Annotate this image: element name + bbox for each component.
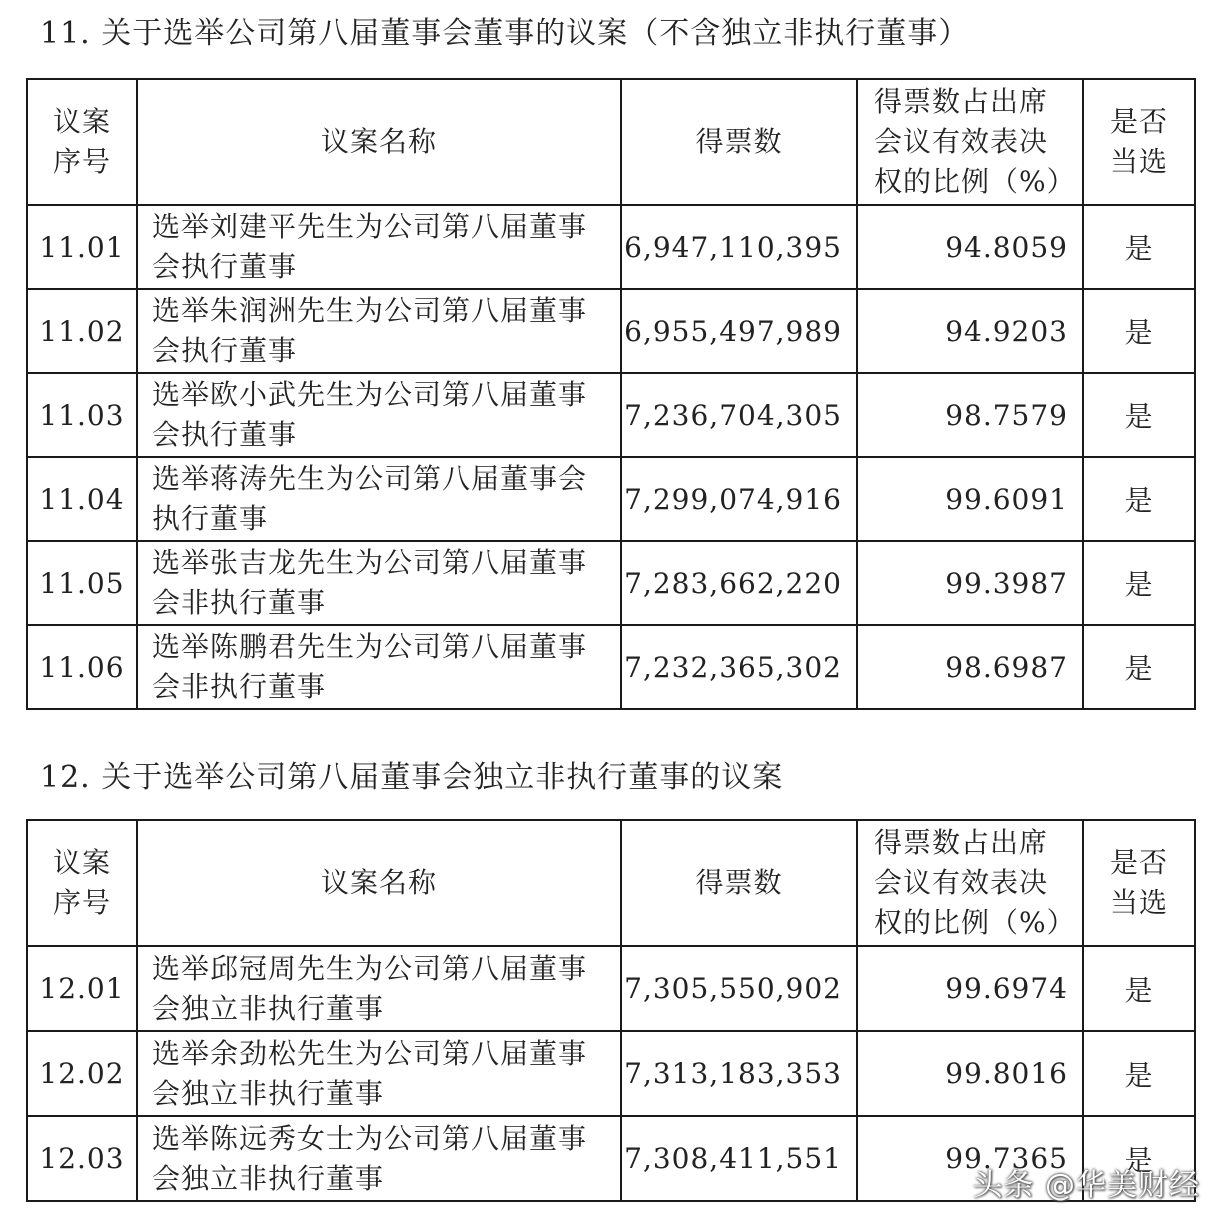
header-votes: 得票数 xyxy=(621,79,857,205)
table-row xyxy=(27,457,1195,541)
table-header-row xyxy=(27,79,1195,205)
table-row xyxy=(27,946,1195,1031)
row-ratio: 99.7365 xyxy=(857,1116,1083,1201)
row-name: 选举陈远秀女士为公司第八届董事会独立非执行董事 xyxy=(137,1116,621,1201)
row-name: 选举余劲松先生为公司第八届董事会独立非执行董事 xyxy=(137,1031,621,1116)
table-row xyxy=(27,541,1195,625)
row-elected: 是 xyxy=(1083,625,1195,709)
row-id: 12.03 xyxy=(27,1116,137,1201)
row-votes: 7,299,074,916 xyxy=(621,457,857,541)
row-ratio: 98.7579 xyxy=(857,373,1083,457)
row-ratio: 99.6974 xyxy=(857,946,1083,1031)
header-ratio: 得票数占出席会议有效表决权的比例（%） xyxy=(857,79,1083,205)
header-id: 议案 序号 xyxy=(27,79,137,205)
row-ratio: 94.8059 xyxy=(857,205,1083,289)
row-elected: 是 xyxy=(1083,946,1195,1031)
row-votes: 7,313,183,353 xyxy=(621,1031,857,1116)
row-id: 11.06 xyxy=(27,625,137,709)
row-name: 选举张吉龙先生为公司第八届董事会非执行董事 xyxy=(137,541,621,625)
row-votes: 6,955,497,989 xyxy=(621,289,857,373)
row-votes: 7,232,365,302 xyxy=(621,625,857,709)
row-ratio: 99.8016 xyxy=(857,1031,1083,1116)
row-elected: 是 xyxy=(1083,1031,1195,1116)
row-id: 11.02 xyxy=(27,289,137,373)
row-id: 12.01 xyxy=(27,946,137,1031)
row-name: 选举蒋涛先生为公司第八届董事会执行董事 xyxy=(137,457,621,541)
table-header-row xyxy=(27,820,1195,946)
row-elected: 是 xyxy=(1083,205,1195,289)
header-name: 议案名称 xyxy=(137,820,621,946)
row-name: 选举邱冠周先生为公司第八届董事会独立非执行董事 xyxy=(137,946,621,1031)
table-row xyxy=(27,289,1195,373)
row-elected: 是 xyxy=(1083,289,1195,373)
row-ratio: 94.9203 xyxy=(857,289,1083,373)
row-votes: 7,308,411,551 xyxy=(621,1116,857,1201)
row-elected: 是 xyxy=(1083,1116,1195,1201)
table-row xyxy=(27,205,1195,289)
row-ratio: 99.6091 xyxy=(857,457,1083,541)
row-id: 11.01 xyxy=(27,205,137,289)
row-votes: 7,283,662,220 xyxy=(621,541,857,625)
header-elected: 是否 当选 xyxy=(1083,820,1195,946)
section-11-title: 11. 关于选举公司第八届董事会董事的议案（不含独立非执行董事） xyxy=(40,16,970,51)
row-ratio: 99.3987 xyxy=(857,541,1083,625)
row-ratio: 98.6987 xyxy=(857,625,1083,709)
header-votes: 得票数 xyxy=(621,820,857,946)
table-row xyxy=(27,1031,1195,1116)
row-votes: 7,305,550,902 xyxy=(621,946,857,1031)
header-name: 议案名称 xyxy=(137,79,621,205)
watermark: 头条 @华美财经 xyxy=(972,1168,1200,1203)
header-ratio: 得票数占出席会议有效表决权的比例（%） xyxy=(857,820,1083,946)
table-row xyxy=(27,625,1195,709)
row-id: 11.05 xyxy=(27,541,137,625)
row-id: 11.04 xyxy=(27,457,137,541)
header-id: 议案 序号 xyxy=(27,820,137,946)
row-id: 12.02 xyxy=(27,1031,137,1116)
row-name: 选举朱润洲先生为公司第八届董事会执行董事 xyxy=(137,289,621,373)
table-row xyxy=(27,373,1195,457)
row-elected: 是 xyxy=(1083,541,1195,625)
vote-table-11 xyxy=(26,78,1196,710)
row-elected: 是 xyxy=(1083,373,1195,457)
section-12-title: 12. 关于选举公司第八届董事会独立非执行董事的议案 xyxy=(40,760,784,795)
vote-table-12 xyxy=(26,819,1196,1202)
header-elected: 是否 当选 xyxy=(1083,79,1195,205)
row-votes: 6,947,110,395 xyxy=(621,205,857,289)
row-votes: 7,236,704,305 xyxy=(621,373,857,457)
row-id: 11.03 xyxy=(27,373,137,457)
row-name: 选举刘建平先生为公司第八届董事会执行董事 xyxy=(137,205,621,289)
row-name: 选举欧小武先生为公司第八届董事会执行董事 xyxy=(137,373,621,457)
row-name: 选举陈鹏君先生为公司第八届董事会非执行董事 xyxy=(137,625,621,709)
row-elected: 是 xyxy=(1083,457,1195,541)
